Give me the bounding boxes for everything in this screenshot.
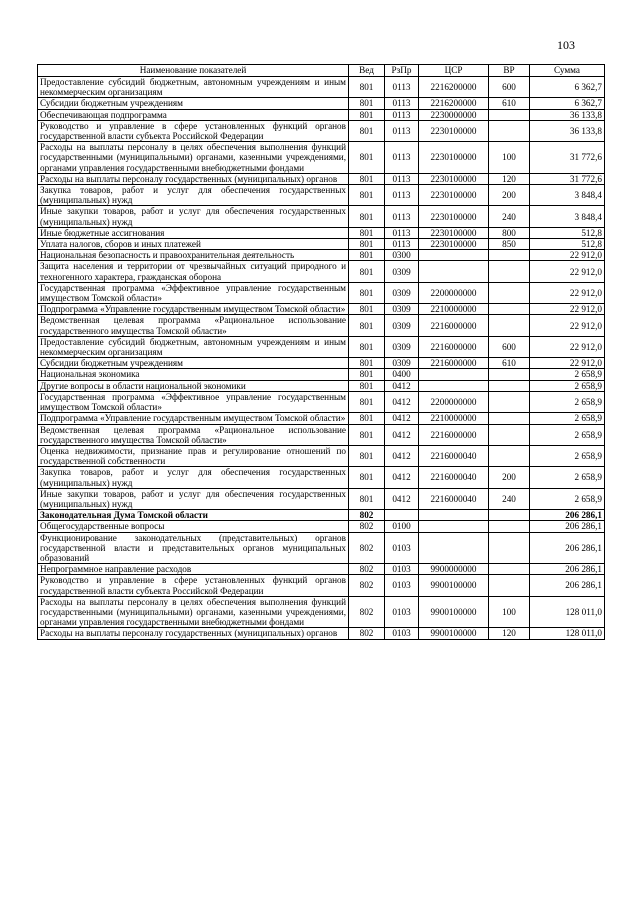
row-csr: 2216000040: [419, 467, 489, 488]
row-vr: 120: [489, 628, 530, 639]
row-vr: [489, 575, 530, 596]
row-name: Иные бюджетные ассигнования: [38, 227, 349, 238]
row-csr: 2216000000: [419, 336, 489, 357]
row-sum: 22 912,0: [530, 282, 605, 303]
row-name: Государственная программа «Эффективное управление государственным имуществом Томской области»: [38, 282, 349, 303]
row-ved: 801: [349, 185, 385, 206]
row-ved: 801: [349, 380, 385, 391]
table-row: [38, 628, 605, 639]
row-vr: [489, 261, 530, 282]
row-ved: 801: [349, 304, 385, 315]
row-ved: 802: [349, 532, 385, 564]
row-rzpr: 0113: [385, 239, 419, 250]
row-name: Общегосударственные вопросы: [38, 521, 349, 532]
table-row: [38, 77, 605, 98]
row-csr: 2216200000: [419, 77, 489, 98]
row-vr: [489, 532, 530, 564]
row-ved: 801: [349, 239, 385, 250]
row-sum: 2 658,9: [530, 445, 605, 466]
row-vr: 610: [489, 358, 530, 369]
table-row: [38, 239, 605, 250]
table-row: [38, 261, 605, 282]
row-vr: [489, 109, 530, 120]
table-row: [38, 380, 605, 391]
table-row: [38, 424, 605, 445]
row-sum: 6 362,7: [530, 98, 605, 109]
row-name: Подпрограмма «Управление государственным имуществом Томской области»: [38, 413, 349, 424]
row-vr: [489, 282, 530, 303]
row-vr: 100: [489, 596, 530, 628]
row-vr: [489, 369, 530, 380]
row-rzpr: 0309: [385, 336, 419, 357]
table-row: [38, 282, 605, 303]
row-rzpr: 0400: [385, 369, 419, 380]
row-csr: 2216200000: [419, 98, 489, 109]
row-name: Предоставление субсидий бюджетным, автономным учреждениям и иным некоммерческим организациям: [38, 77, 349, 98]
table-row: [38, 596, 605, 628]
table-row: [38, 173, 605, 184]
row-rzpr: 0103: [385, 564, 419, 575]
row-ved: 802: [349, 564, 385, 575]
row-csr: 9900000000: [419, 564, 489, 575]
row-rzpr: 0103: [385, 575, 419, 596]
row-vr: 240: [489, 488, 530, 509]
row-vr: [489, 564, 530, 575]
row-name: Национальная экономика: [38, 369, 349, 380]
row-csr: 2200000000: [419, 282, 489, 303]
row-ved: 801: [349, 173, 385, 184]
row-ved: 801: [349, 77, 385, 98]
row-name: Закупка товаров, работ и услуг для обеспечения государственных (муниципальных) нужд: [38, 185, 349, 206]
row-csr: [419, 510, 489, 521]
table-row: [38, 467, 605, 488]
row-ved: 801: [349, 336, 385, 357]
row-csr: 2210000000: [419, 304, 489, 315]
row-csr: 2230100000: [419, 185, 489, 206]
row-rzpr: 0100: [385, 521, 419, 532]
row-csr: 2216000040: [419, 445, 489, 466]
row-name: Уплата налогов, сборов и иных платежей: [38, 239, 349, 250]
row-sum: 22 912,0: [530, 250, 605, 261]
row-name: Расходы на выплаты персоналу государственных (муниципальных) органов: [38, 628, 349, 639]
table-row: [38, 521, 605, 532]
row-csr: [419, 250, 489, 261]
row-rzpr: 0412: [385, 413, 419, 424]
row-vr: [489, 304, 530, 315]
table-row: [38, 336, 605, 357]
row-rzpr: 0113: [385, 120, 419, 141]
budget-table: [37, 64, 605, 640]
row-vr: 100: [489, 142, 530, 174]
row-vr: 850: [489, 239, 530, 250]
table-row: [38, 358, 605, 369]
row-csr: 9900100000: [419, 575, 489, 596]
row-ved: 801: [349, 227, 385, 238]
row-rzpr: 0113: [385, 98, 419, 109]
row-name: Субсидии бюджетным учреждениям: [38, 98, 349, 109]
row-name: Руководство и управление в сфере установленных функций органов государственной власти субъекта Российской Федерации: [38, 575, 349, 596]
row-csr: [419, 521, 489, 532]
row-rzpr: 0309: [385, 282, 419, 303]
row-vr: [489, 424, 530, 445]
row-sum: 22 912,0: [530, 261, 605, 282]
header-name: Наименование показателей: [38, 65, 349, 77]
row-vr: 120: [489, 173, 530, 184]
table-row: [38, 120, 605, 141]
row-name: Другие вопросы в области национальной экономики: [38, 380, 349, 391]
row-vr: 200: [489, 185, 530, 206]
row-ved: 802: [349, 510, 385, 521]
row-name: Защита населения и территории от чрезвычайных ситуаций природного и техногенного характера, гражданская оборона: [38, 261, 349, 282]
row-sum: 128 011,0: [530, 628, 605, 639]
row-rzpr: 0309: [385, 261, 419, 282]
row-rzpr: 0113: [385, 227, 419, 238]
row-sum: 206 286,1: [530, 532, 605, 564]
row-vr: [489, 250, 530, 261]
row-ved: 801: [349, 488, 385, 509]
row-vr: [489, 413, 530, 424]
row-name: Иные закупки товаров, работ и услуг для обеспечения государственных (муниципальных) нужд: [38, 206, 349, 227]
row-ved: 801: [349, 120, 385, 141]
row-sum: 128 011,0: [530, 596, 605, 628]
row-vr: 240: [489, 206, 530, 227]
table-row: [38, 413, 605, 424]
row-csr: 2230100000: [419, 227, 489, 238]
row-csr: 2230100000: [419, 206, 489, 227]
row-ved: 801: [349, 206, 385, 227]
row-sum: 31 772,6: [530, 142, 605, 174]
row-rzpr: 0113: [385, 206, 419, 227]
row-rzpr: 0113: [385, 142, 419, 174]
row-sum: 36 133,8: [530, 120, 605, 141]
row-csr: 2230100000: [419, 173, 489, 184]
row-rzpr: 0412: [385, 467, 419, 488]
row-rzpr: 0103: [385, 532, 419, 564]
row-sum: 2 658,9: [530, 467, 605, 488]
row-rzpr: 0309: [385, 315, 419, 336]
table-row: [38, 369, 605, 380]
page-number: 103: [557, 38, 575, 52]
row-ved: 801: [349, 358, 385, 369]
row-ved: 802: [349, 596, 385, 628]
row-vr: 600: [489, 77, 530, 98]
row-sum: 22 912,0: [530, 315, 605, 336]
row-rzpr: 0103: [385, 628, 419, 639]
row-name: Государственная программа «Эффективное управление государственным имуществом Томской области»: [38, 391, 349, 412]
row-ved: 801: [349, 109, 385, 120]
row-sum: 2 658,9: [530, 488, 605, 509]
table-row: [38, 185, 605, 206]
row-csr: 2216000000: [419, 424, 489, 445]
row-ved: 801: [349, 391, 385, 412]
row-csr: [419, 369, 489, 380]
row-ved: 801: [349, 261, 385, 282]
row-vr: [489, 315, 530, 336]
row-sum: 6 362,7: [530, 77, 605, 98]
row-ved: 801: [349, 413, 385, 424]
row-csr: [419, 532, 489, 564]
row-name: Ведомственная целевая программа «Рациональное использование государственного имущества Томской области»: [38, 424, 349, 445]
row-sum: 206 286,1: [530, 510, 605, 521]
row-rzpr: 0309: [385, 358, 419, 369]
row-vr: [489, 445, 530, 466]
header-sum: Сумма: [530, 65, 605, 77]
row-vr: [489, 391, 530, 412]
row-csr: 2230100000: [419, 142, 489, 174]
row-name: Подпрограмма «Управление государственным имуществом Томской области»: [38, 304, 349, 315]
row-sum: 2 658,9: [530, 391, 605, 412]
row-sum: 3 848,4: [530, 185, 605, 206]
row-sum: 512,8: [530, 239, 605, 250]
row-name: Субсидии бюджетным учреждениям: [38, 358, 349, 369]
row-rzpr: 0113: [385, 173, 419, 184]
row-sum: 206 286,1: [530, 521, 605, 532]
table-row: [38, 98, 605, 109]
row-sum: 22 912,0: [530, 358, 605, 369]
row-ved: 801: [349, 250, 385, 261]
row-vr: [489, 521, 530, 532]
row-csr: 9900100000: [419, 596, 489, 628]
row-vr: 610: [489, 98, 530, 109]
row-sum: 2 658,9: [530, 424, 605, 445]
row-rzpr: 0412: [385, 445, 419, 466]
table-row: [38, 227, 605, 238]
row-csr: 2216000000: [419, 315, 489, 336]
row-name: Ведомственная целевая программа «Рациональное использование государственного имущества Томской области»: [38, 315, 349, 336]
row-rzpr: 0309: [385, 304, 419, 315]
header-csr: ЦСР: [419, 65, 489, 77]
row-name: Законодательная Дума Томской области: [38, 510, 349, 521]
row-csr: 2216000000: [419, 358, 489, 369]
row-sum: 3 848,4: [530, 206, 605, 227]
row-rzpr: 0103: [385, 596, 419, 628]
row-rzpr: 0412: [385, 488, 419, 509]
table-header-row: [38, 65, 605, 77]
row-csr: 2210000000: [419, 413, 489, 424]
row-csr: 2230000000: [419, 109, 489, 120]
row-name: Иные закупки товаров, работ и услуг для обеспечения государственных (муниципальных) нужд: [38, 488, 349, 509]
row-name: Расходы на выплаты персоналу в целях обеспечения выполнения функций государственными (муниципальными) органами, казенными учреждениями, органами управления государственными внебюджетными фондами: [38, 596, 349, 628]
row-vr: 800: [489, 227, 530, 238]
table-row: [38, 109, 605, 120]
table-row: [38, 575, 605, 596]
row-name: Непрограммное направление расходов: [38, 564, 349, 575]
row-name: Обеспечивающая подпрограмма: [38, 109, 349, 120]
table-row: [38, 532, 605, 564]
table-row: [38, 304, 605, 315]
row-name: Оценка недвижимости, признание прав и регулирование отношений по государственной собственности: [38, 445, 349, 466]
row-ved: 801: [349, 369, 385, 380]
table-row: [38, 445, 605, 466]
row-ved: 801: [349, 424, 385, 445]
table-row: [38, 488, 605, 509]
row-ved: 801: [349, 142, 385, 174]
row-csr: [419, 261, 489, 282]
row-ved: 801: [349, 315, 385, 336]
row-csr: 2200000000: [419, 391, 489, 412]
row-vr: [489, 380, 530, 391]
row-name: Руководство и управление в сфере установленных функций органов государственной власти субъекта Российской Федерации: [38, 120, 349, 141]
row-sum: 36 133,8: [530, 109, 605, 120]
table-row: [38, 391, 605, 412]
row-name: Расходы на выплаты персоналу государственных (муниципальных) органов: [38, 173, 349, 184]
row-name: Расходы на выплаты персоналу в целях обеспечения выполнения функций государственными (муниципальными) органами, казенными учреждениями, органами управления государственными внебюджетными фондами: [38, 142, 349, 174]
row-ved: 802: [349, 575, 385, 596]
row-ved: 802: [349, 521, 385, 532]
row-ved: 801: [349, 467, 385, 488]
row-csr: 2230100000: [419, 120, 489, 141]
row-csr: 9900100000: [419, 628, 489, 639]
row-sum: 206 286,1: [530, 564, 605, 575]
row-sum: 2 658,9: [530, 380, 605, 391]
row-ved: 801: [349, 282, 385, 303]
row-name: Функционирование законодательных (представительных) органов государственной власти и представительных органов муниципальных образований: [38, 532, 349, 564]
row-name: Предоставление субсидий бюджетным, автономным учреждениям и иным некоммерческим организациям: [38, 336, 349, 357]
row-name: Закупка товаров, работ и услуг для обеспечения государственных (муниципальных) нужд: [38, 467, 349, 488]
row-csr: [419, 380, 489, 391]
row-ved: 801: [349, 98, 385, 109]
row-rzpr: 0113: [385, 77, 419, 98]
row-sum: 206 286,1: [530, 575, 605, 596]
row-sum: 22 912,0: [530, 336, 605, 357]
table-row: [38, 564, 605, 575]
table-body: [38, 77, 605, 640]
row-sum: 31 772,6: [530, 173, 605, 184]
table-row: [38, 250, 605, 261]
row-rzpr: 0300: [385, 250, 419, 261]
row-ved: 801: [349, 445, 385, 466]
header-rzpr: РзПр: [385, 65, 419, 77]
row-rzpr: 0412: [385, 380, 419, 391]
row-csr: 2216000040: [419, 488, 489, 509]
row-name: Национальная безопасность и правоохранительная деятельность: [38, 250, 349, 261]
row-sum: 2 658,9: [530, 369, 605, 380]
row-rzpr: [385, 510, 419, 521]
table-row: [38, 142, 605, 174]
header-vr: ВР: [489, 65, 530, 77]
header-ved: Вед: [349, 65, 385, 77]
table-row: [38, 510, 605, 521]
row-vr: [489, 510, 530, 521]
row-csr: 2230100000: [419, 239, 489, 250]
row-sum: 22 912,0: [530, 304, 605, 315]
row-rzpr: 0113: [385, 109, 419, 120]
row-sum: 2 658,9: [530, 413, 605, 424]
row-vr: 600: [489, 336, 530, 357]
table-row: [38, 206, 605, 227]
row-rzpr: 0113: [385, 185, 419, 206]
row-vr: [489, 120, 530, 141]
row-rzpr: 0412: [385, 391, 419, 412]
row-sum: 512,8: [530, 227, 605, 238]
table-row: [38, 315, 605, 336]
row-vr: 200: [489, 467, 530, 488]
row-ved: 802: [349, 628, 385, 639]
row-rzpr: 0412: [385, 424, 419, 445]
